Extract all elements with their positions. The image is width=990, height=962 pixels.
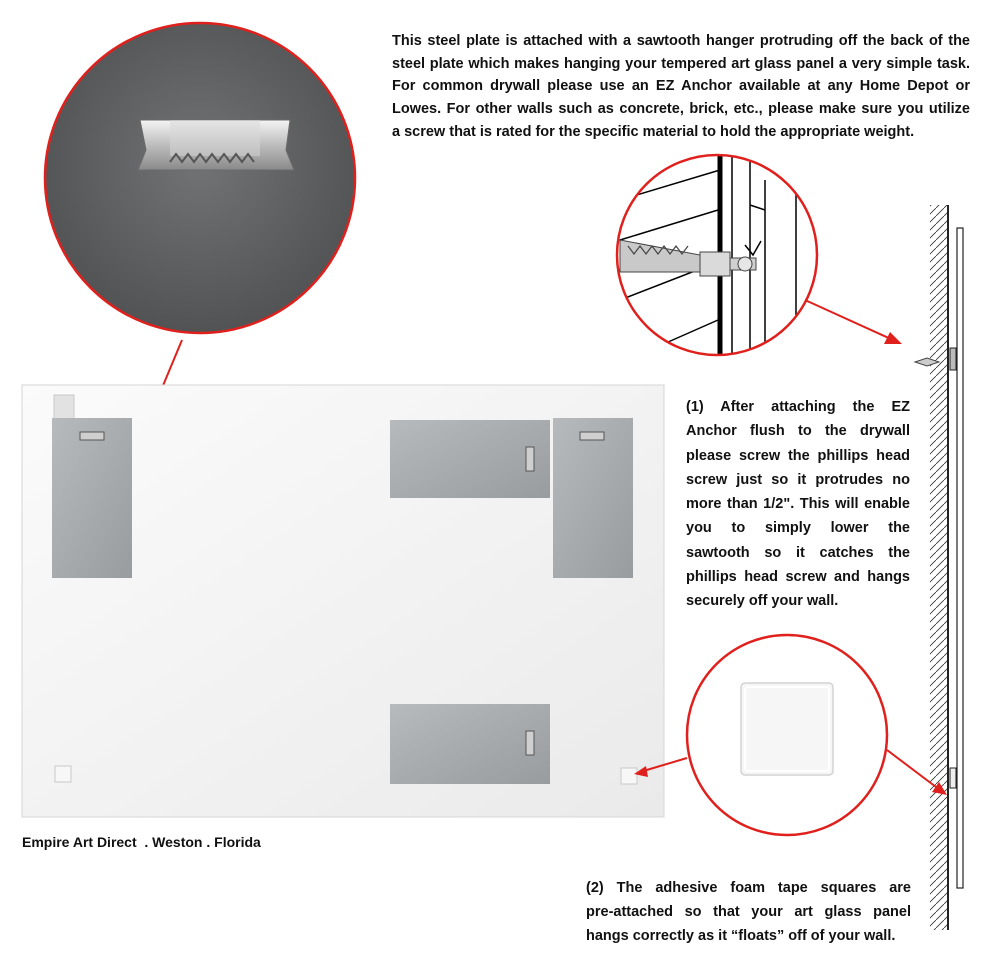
step1-line: you to simply lower the — [686, 520, 910, 537]
step2-line: (2) The adhesive foam tape squares are — [586, 880, 911, 896]
sawtooth-hanger-icon — [80, 432, 104, 440]
company-credit: Empire Art Direct . Weston . Florida — [22, 834, 261, 850]
step1-line: please screw the phillips head — [686, 447, 910, 464]
foam-square-right — [621, 768, 637, 784]
step2-line: pre-attached so that your art glass panel — [586, 904, 911, 920]
intro-line: This steel plate is attached with a sawtooth hanger protruding off the back of the — [392, 33, 970, 49]
glass-panel-side — [957, 228, 963, 888]
sawtooth-hanger-icon — [526, 447, 534, 471]
foam-tape-square-closeup — [741, 683, 833, 775]
step2-line: hangs correctly as it “floats” off of your wall. — [586, 928, 896, 944]
step1-line: Anchor flush to the drywall — [686, 423, 910, 440]
intro-paragraph — [392, 30, 970, 144]
steel-plate-side — [950, 348, 956, 370]
foam-square-left — [55, 766, 71, 782]
wall-cross-section — [915, 205, 963, 930]
intro-line: Lowes. For other walls such as concrete, brick, etc., please make sure you utilize — [392, 101, 970, 118]
sawtooth-hanger-icon — [526, 731, 534, 755]
anchor-zoom-circle — [617, 150, 817, 360]
step1-paragraph — [686, 395, 910, 614]
step1-line: more than 1/2". This will enable — [686, 496, 910, 513]
steel-plate-right — [553, 418, 633, 578]
step1-line: securely off your wall. — [686, 593, 839, 610]
intro-line: a screw that is rated for the specific material to hold the appropriate weight. — [392, 123, 915, 140]
step1-line: phillips head screw and hangs — [686, 569, 910, 586]
intro-line: steel plate which makes hanging your tempered art glass panel a very simple task. — [392, 55, 970, 72]
foam-square-side — [950, 768, 956, 788]
step1-line: (1) After attaching the EZ — [686, 399, 910, 415]
sawtooth-zoom-circle — [45, 23, 355, 333]
steel-plate-left — [52, 418, 132, 578]
step2-paragraph — [586, 876, 911, 948]
step1-line: screw just so it protrudes no — [686, 471, 910, 488]
glass-panel-back — [22, 385, 664, 817]
sawtooth-hanger-closeup — [138, 120, 294, 170]
intro-line: For common drywall please use an EZ Anchor available at any Home Depot or — [392, 78, 970, 95]
pointer-arrow-anchor — [805, 300, 893, 340]
sawtooth-hanger-icon — [580, 432, 604, 440]
foam-zoom-circle — [687, 635, 887, 835]
step1-line: sawtooth so it catches the — [686, 544, 910, 561]
